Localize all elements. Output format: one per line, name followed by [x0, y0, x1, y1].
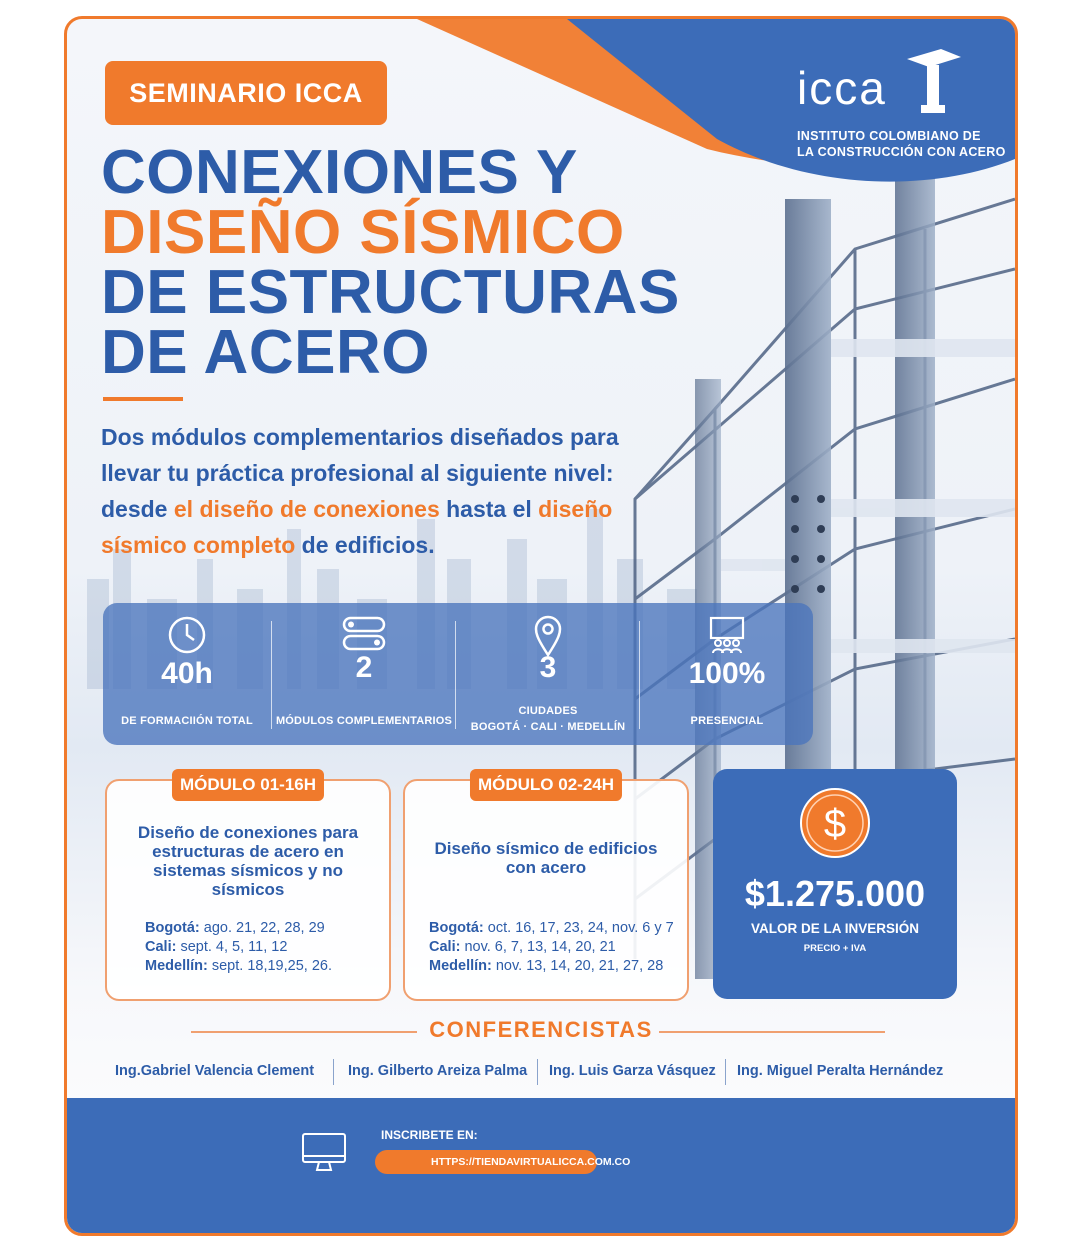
schedule-row — [145, 938, 332, 957]
title-underline — [103, 397, 183, 401]
svg-text:$: $ — [823, 802, 847, 846]
schedule-dates: ago. 21, 22, 28, 29 — [199, 920, 325, 936]
schedule-dates: oct. 16, 17, 23, 24, nov. 6 y 7 — [483, 920, 674, 936]
module-schedule — [145, 919, 332, 976]
stat-label: CIUDADES — [518, 705, 578, 717]
logo-subtitle-line1: INSTITUTO COLOMBIANO DE — [797, 129, 981, 143]
stat-value: 2 — [355, 651, 373, 684]
icca-logo — [793, 43, 1006, 159]
schedule-dates: sept. 18,19,25, 26. — [207, 958, 332, 974]
schedule-row — [429, 938, 674, 957]
schedule-row — [145, 919, 332, 938]
stat-divider — [455, 621, 456, 729]
module-tag: MÓDULO 01-16H — [172, 769, 324, 801]
seminar-badge: SEMINARIO ICCA — [105, 61, 387, 125]
schedule-row — [145, 957, 332, 976]
schedule-city: Cali: — [429, 939, 461, 955]
speaker-name: Ing. Miguel Peralta Hernández — [737, 1063, 944, 1079]
schedule-dates: sept. 4, 5, 11, 12 — [176, 939, 288, 955]
logo-wordmark: icca — [797, 62, 887, 114]
speaker-divider — [333, 1059, 334, 1085]
desc-highlight-2: diseño sísmico completo — [101, 496, 613, 558]
stat-hours — [103, 603, 271, 745]
seminar-title — [101, 138, 680, 387]
modules-icon — [341, 615, 387, 653]
speaker-divider — [725, 1059, 726, 1085]
footer-band — [67, 1098, 1015, 1233]
register-label: INSCRIBETE EN: — [381, 1128, 478, 1142]
schedule-city: Bogotá: — [429, 920, 484, 936]
monitor-icon — [301, 1132, 347, 1174]
schedule-dates: nov. 13, 14, 20, 21, 27, 28 — [491, 958, 664, 974]
register-url-link[interactable]: HTTPS://TIENDAVIRTUALICCA.COM.CO — [375, 1150, 597, 1174]
speaker-name: Ing.Gabriel Valencia Clement — [115, 1063, 315, 1079]
title-line-3: DE ESTRUCTURAS — [101, 258, 680, 327]
desc-highlight-1: el diseño de conexiones — [173, 496, 440, 522]
module-title: Diseño sísmico de edificios con acero — [434, 839, 658, 877]
stat-sublabel: BOGOTÁ · CALI · MEDELLÍN — [470, 721, 626, 733]
stat-label: MÓDULOS COMPLEMENTARIOS — [275, 715, 453, 727]
module-card-2 — [403, 775, 689, 1001]
speaker-name: Ing. Gilberto Areiza Palma — [348, 1063, 528, 1079]
schedule-dates: nov. 6, 7, 13, 14, 20, 21 — [460, 939, 616, 955]
stat-presencial — [641, 603, 813, 745]
stat-value: 40h — [161, 657, 213, 690]
stat-value: 3 — [539, 651, 557, 684]
title-line-1: CONEXIONES Y — [101, 138, 578, 207]
clock-icon — [167, 615, 207, 655]
price-note: PRECIO + IVA — [803, 943, 867, 954]
price-amount: $1.275.000 — [744, 873, 926, 914]
speakers-list — [67, 1059, 1015, 1085]
stat-modules — [273, 603, 455, 745]
schedule-city: Medellín: — [429, 958, 492, 974]
title-line-4: DE ACERO — [101, 318, 430, 387]
dollar-icon — [799, 787, 871, 859]
presentation-icon — [706, 615, 748, 655]
steel-beam-logo-icon — [901, 45, 965, 115]
price-label: VALOR DE LA INVERSIÓN — [750, 921, 919, 936]
schedule-row — [429, 919, 674, 938]
speaker-divider — [537, 1059, 538, 1085]
schedule-city: Bogotá: — [145, 920, 200, 936]
module-card-1 — [105, 775, 391, 1001]
speaker-name: Ing. Luis Garza Vásquez — [549, 1063, 716, 1079]
stat-cities — [457, 603, 639, 745]
module-title: Diseño de conexiones para estructuras de acero en sistemas sísmicos y no sísmicos — [137, 823, 359, 899]
speakers-heading — [67, 1017, 1015, 1043]
stats-panel — [103, 603, 813, 745]
stat-label: PRESENCIAL — [690, 715, 764, 727]
title-line-2: DISEÑO SÍSMICO — [101, 198, 625, 267]
schedule-row — [429, 957, 674, 976]
stat-label: DE FORMACIIÓN TOTAL — [121, 715, 253, 727]
stat-divider — [271, 621, 272, 729]
description — [101, 419, 641, 563]
module-schedule — [429, 919, 674, 976]
schedule-city: Cali: — [145, 939, 177, 955]
schedule-city: Medellín: — [145, 958, 208, 974]
logo-subtitle-line2: LA CONSTRUCCIÓN CON ACERO — [797, 145, 1006, 159]
stat-value: 100% — [688, 657, 766, 690]
stat-divider — [639, 621, 640, 729]
speakers-title: CONFERENCISTAS — [429, 1017, 653, 1042]
price-card — [713, 769, 957, 999]
seminar-poster — [64, 16, 1018, 1236]
desc-part-1: Dos módulos complementarios diseñados para llevar tu práctica profesional al siguiente nivel: desde — [101, 424, 619, 522]
module-tag: MÓDULO 02-24H — [470, 769, 622, 801]
desc-part-3: de edificios. — [295, 532, 435, 558]
desc-part-2: hasta el — [439, 496, 539, 522]
